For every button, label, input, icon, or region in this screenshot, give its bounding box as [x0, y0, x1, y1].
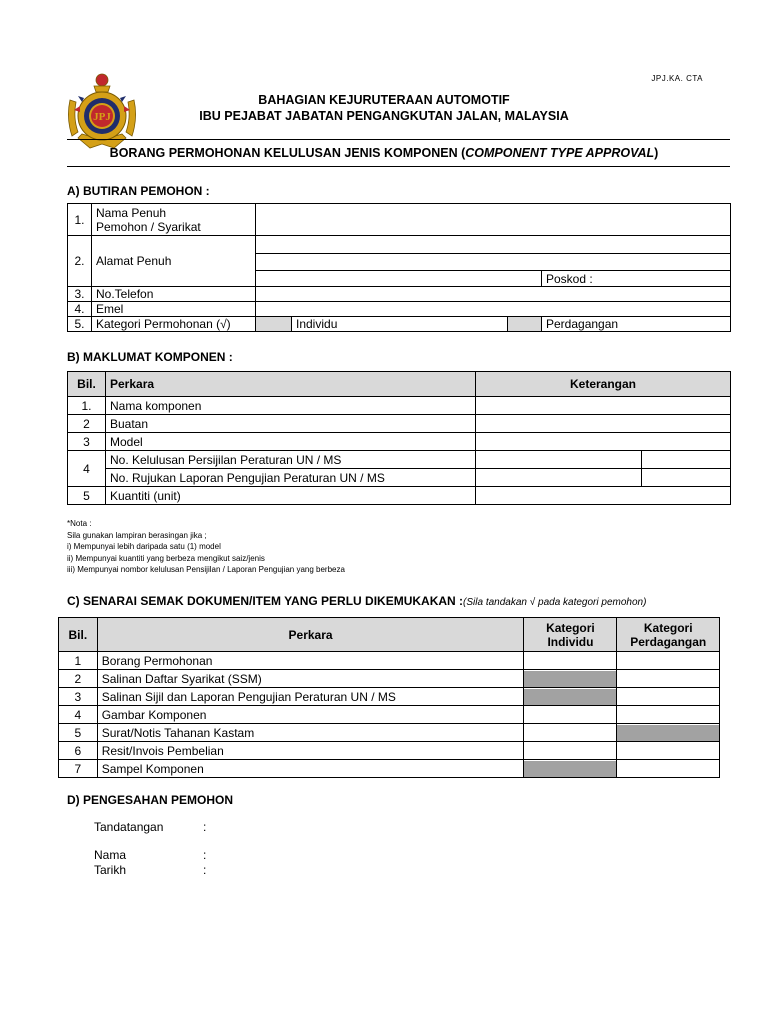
b-row-3-item: Model	[106, 433, 476, 451]
section-d-title: D) PENGESAHAN PEMOHON	[67, 793, 234, 807]
certification-number-field-extra[interactable]	[642, 451, 731, 469]
full-name-label-line1: Nama Penuh	[96, 205, 167, 220]
address-field-line3[interactable]	[256, 271, 542, 287]
header-perkara: Perkara	[106, 372, 476, 397]
row-1-number: 1.	[68, 204, 92, 236]
commercial-tick-cell[interactable]	[617, 706, 720, 724]
checklist-row-number: 1	[59, 652, 98, 670]
checklist-row	[59, 706, 720, 724]
checklist-row-item: Surat/Notis Tahanan Kastam	[97, 724, 524, 742]
c-header-perdagangan: Kategori Perdagangan	[617, 618, 720, 652]
signature-label: Tandatangan	[94, 820, 164, 834]
address-field-line2[interactable]	[256, 254, 731, 271]
phone-label: No.Telefon	[92, 287, 256, 302]
commercial-option-label: Perdagangan	[542, 317, 731, 332]
individual-option-label: Individu	[292, 317, 508, 332]
postcode-label: Poskod :	[546, 271, 593, 286]
header-keterangan: Keterangan	[476, 372, 731, 397]
checklist-row-item: Sampel Komponen	[97, 760, 524, 778]
commercial-tick-cell[interactable]	[617, 742, 720, 760]
b-row-5-item: Kuantiti (unit)	[106, 487, 476, 505]
section-a-title: A) BUTIRAN PEMOHON :	[67, 184, 210, 198]
name-colon: :	[203, 848, 207, 862]
signature-colon: :	[203, 820, 207, 834]
commercial-tick-cell[interactable]	[617, 688, 720, 706]
full-name-label	[92, 204, 256, 236]
b-row-5-number: 5	[68, 487, 106, 505]
checklist-row	[59, 652, 720, 670]
email-label: Emel	[92, 302, 256, 317]
checklist-row	[59, 688, 720, 706]
model-field[interactable]	[476, 433, 731, 451]
bottom-rule	[67, 166, 730, 167]
checklist-row-number: 5	[59, 724, 98, 742]
checklist-body	[59, 652, 720, 778]
note-line: Sila gunakan lampiran berasingan jika ;	[67, 530, 207, 540]
c-header-perkara: Perkara	[97, 618, 524, 652]
checklist-row-item: Resit/Invois Pembelian	[97, 742, 524, 760]
checklist-row-number: 6	[59, 742, 98, 760]
phone-field[interactable]	[256, 287, 731, 302]
test-report-ref-field-extra[interactable]	[642, 469, 731, 487]
commercial-tick-cell[interactable]	[617, 760, 720, 778]
checklist-row-number: 7	[59, 760, 98, 778]
commercial-tick-cell[interactable]	[617, 652, 720, 670]
individual-tick-cell	[524, 670, 617, 688]
checklist-row	[59, 670, 720, 688]
individual-tick-cell[interactable]	[524, 724, 617, 742]
individual-tick-cell	[524, 760, 617, 778]
headquarters-name: IBU PEJABAT JABATAN PENGANGKUTAN JALAN, MALAYSIA	[199, 109, 569, 123]
date-colon: :	[203, 863, 207, 877]
row-5-number: 5.	[68, 317, 92, 332]
checklist-row-number: 2	[59, 670, 98, 688]
individual-tick-cell[interactable]	[524, 706, 617, 724]
checklist-row	[59, 724, 720, 742]
quantity-field[interactable]	[476, 487, 731, 505]
logo-letters: JPJ	[93, 111, 111, 123]
address-label: Alamat Penuh	[92, 236, 256, 287]
note-line: iii) Mempunyai nombor kelulusan Pensijilan / Laporan Pengujian yang berbeza	[67, 565, 345, 574]
test-report-ref-field[interactable]	[476, 469, 642, 487]
row-2-number: 2.	[68, 236, 92, 287]
date-label: Tarikh	[94, 863, 127, 877]
row-3-number: 3.	[68, 287, 92, 302]
full-name-field[interactable]	[256, 204, 731, 236]
checklist-row-item: Gambar Komponen	[97, 706, 524, 724]
postcode-field[interactable]	[542, 271, 731, 287]
header-bil: Bil.	[68, 372, 106, 397]
b-row-2-number: 2	[68, 415, 106, 433]
form-title-italic: COMPONENT TYPE APPROVAL	[465, 146, 655, 160]
individual-tick-cell[interactable]	[524, 742, 617, 760]
reference-code: JPJ.KA. CTA	[651, 74, 703, 83]
b-row-1-item: Nama komponen	[106, 397, 476, 415]
make-field[interactable]	[476, 415, 731, 433]
component-details-table	[67, 371, 731, 505]
note-line: i) Mempunyai lebih daripada satu (1) model	[67, 542, 221, 551]
row-4-number: 4.	[68, 302, 92, 317]
department-name: BAHAGIAN KEJURUTERAAN AUTOMOTIF	[258, 93, 510, 107]
document-checklist-table	[58, 617, 720, 778]
certification-number-field[interactable]	[476, 451, 642, 469]
component-name-field[interactable]	[476, 397, 731, 415]
top-rule	[67, 139, 730, 140]
section-c-instruction: (Sila tandakan √ pada kategori pemohon)	[463, 597, 647, 608]
individual-tick-cell	[524, 688, 617, 706]
form-title-suffix: )	[654, 146, 659, 160]
form-title	[0, 146, 768, 160]
b-row-4-item-a: No. Kelulusan Persijilan Peraturan UN / MS	[106, 451, 476, 469]
section-c-title: C) SENARAI SEMAK DOKUMEN/ITEM YANG PERLU DIKEMUKAKAN :	[67, 594, 464, 608]
category-label: Kategori Permohonan (√)	[92, 317, 256, 332]
section-c-heading	[67, 594, 646, 608]
commercial-tick-cell[interactable]	[617, 670, 720, 688]
checklist-row-number: 4	[59, 706, 98, 724]
b-row-4-number: 4	[68, 451, 106, 487]
b-row-1-number: 1.	[68, 397, 106, 415]
checklist-row-item: Salinan Sijil dan Laporan Pengujian Peraturan UN / MS	[97, 688, 524, 706]
name-label: Nama	[94, 848, 127, 862]
individual-checkbox[interactable]	[256, 317, 292, 332]
c-header-bil: Bil.	[59, 618, 98, 652]
checklist-row-number: 3	[59, 688, 98, 706]
note-line: *Nota :	[67, 519, 92, 528]
b-row-2-item: Buatan	[106, 415, 476, 433]
checklist-row	[59, 760, 720, 778]
individual-tick-cell[interactable]	[524, 652, 617, 670]
full-name-label-line2: Pemohon / Syarikat	[96, 219, 201, 234]
email-field[interactable]	[256, 302, 731, 317]
address-field-line1[interactable]	[256, 236, 731, 254]
b-row-3-number: 3	[68, 433, 106, 451]
checklist-row-item: Borang Permohonan	[97, 652, 524, 670]
applicant-details-table	[67, 203, 731, 332]
c-header-individu: Kategori Individu	[524, 618, 617, 652]
commercial-checkbox[interactable]	[508, 317, 542, 332]
section-b-title: B) MAKLUMAT KOMPONEN :	[67, 350, 233, 364]
note-line: ii) Mempunyai kuantiti yang berbeza mengikut saiz/jenis	[67, 553, 265, 563]
notes-block	[67, 518, 345, 576]
checklist-row-item: Salinan Daftar Syarikat (SSM)	[97, 670, 524, 688]
form-title-prefix: BORANG PERMOHONAN KELULUSAN JENIS KOMPONEN (	[109, 146, 466, 160]
b-row-4-item-b: No. Rujukan Laporan Pengujian Peraturan UN / MS	[106, 469, 476, 487]
checklist-row	[59, 742, 720, 760]
commercial-tick-cell	[617, 724, 720, 742]
